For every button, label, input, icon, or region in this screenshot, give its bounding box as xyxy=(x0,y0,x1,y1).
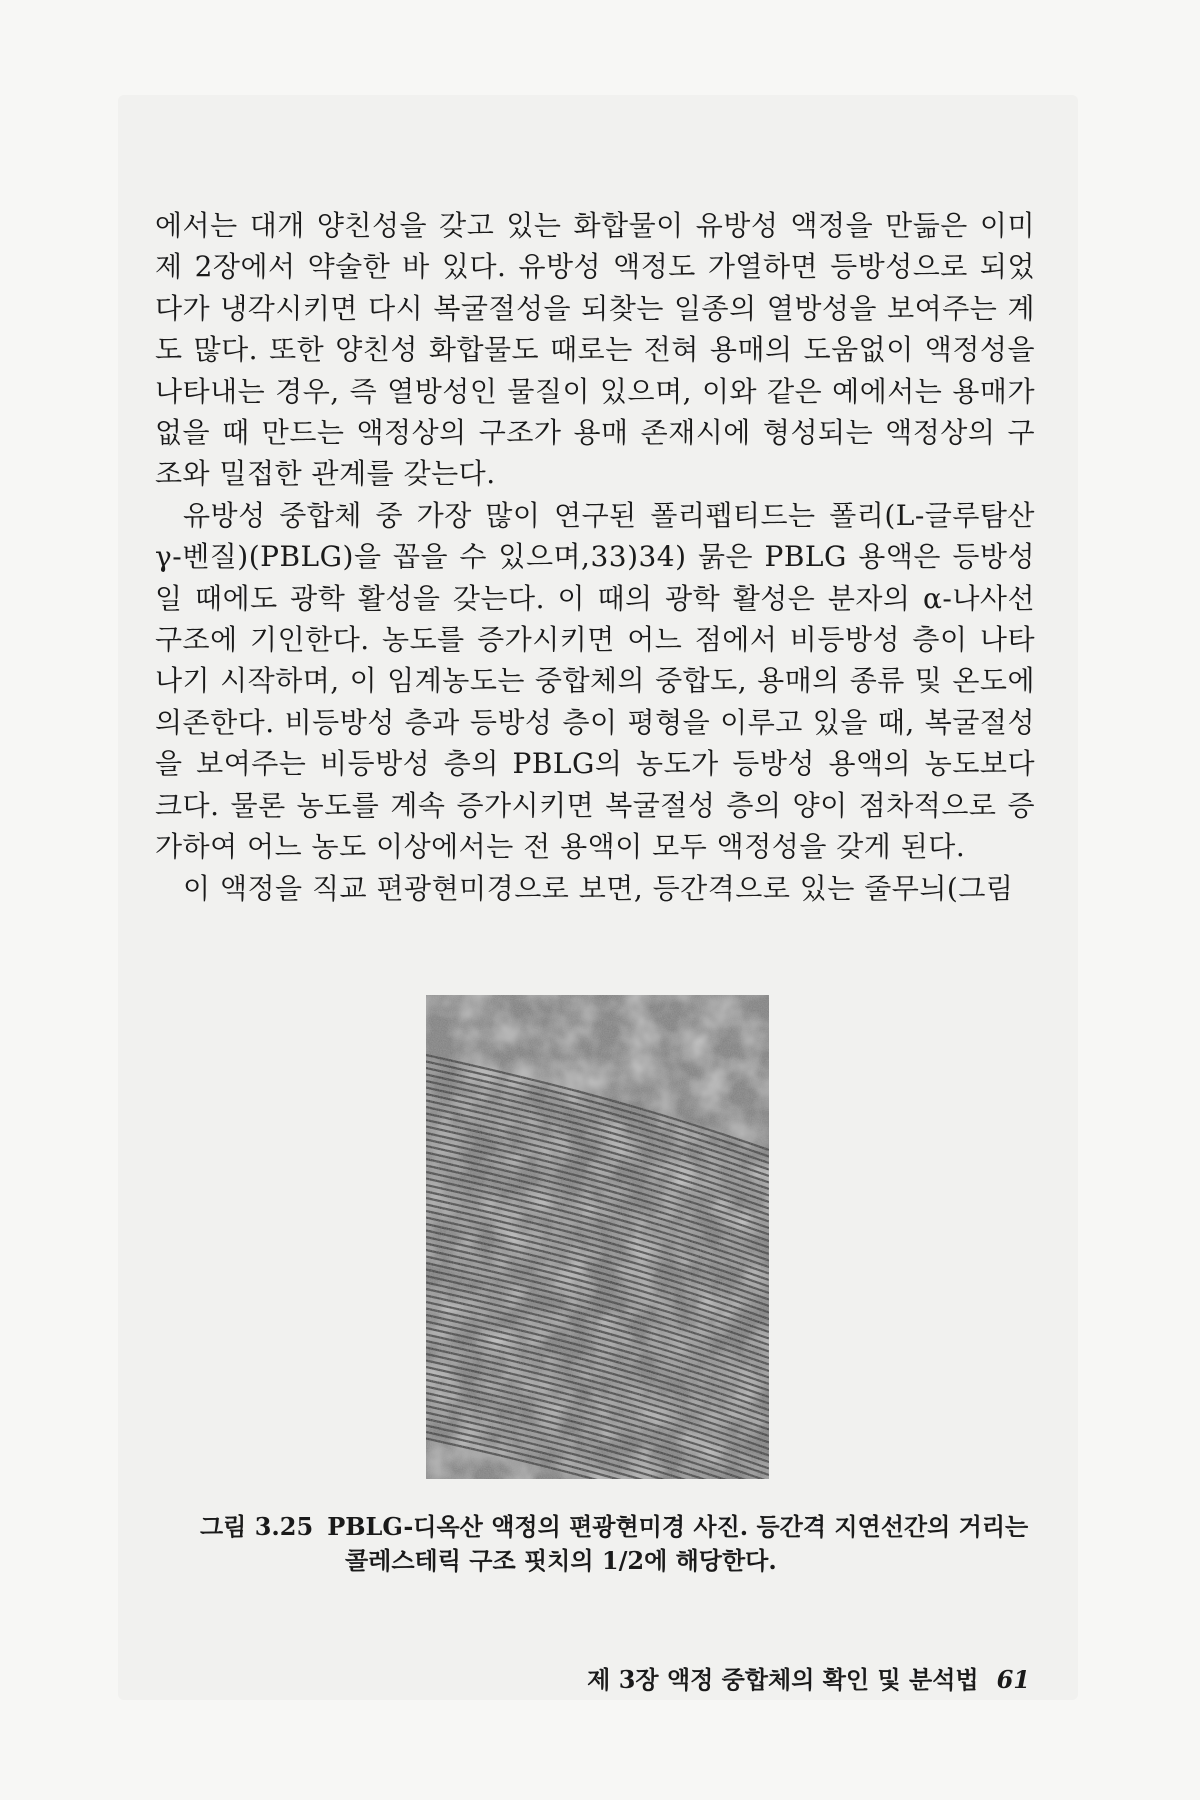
chapter-title: 제 3장 액정 중합체의 확인 및 분석법 xyxy=(587,1665,979,1694)
micrograph-figure xyxy=(426,995,769,1479)
caption-line-2: 콜레스테릭 구조 핏치의 1/2에 해당한다. xyxy=(345,1546,777,1575)
caption-line-1: PBLG-디옥산 액정의 편광현미경 사진. 등간격 지연선간의 거리는 xyxy=(327,1512,1029,1541)
paragraph-1: 에서는 대개 양친성을 갖고 있는 화합물이 유방성 액정을 만듦은 이미 제 2장에서 약술한 바 있다. 유방성 액정도 가열하면 등방성으로 되었다가 냉각시키면 다시 복굴절성을 되찾는 일종의 열방성을 보여주는 계도 많다. 또한 양친성 화합물도 때로는 전혀 용매의 도움없이 액정성을 나타내는 경우, 즉 열방성인 물질이 있으며, 이와 같은 예에서는 용매가 없을 때 만드는 액정상의 구조가 용매 존재시에 형성되는 액정상의 구조와 밀접한 관계를 갖는다. xyxy=(155,209,1035,491)
paragraph-3: 이 액정을 직교 편광현미경으로 보면, 등간격으로 있는 줄무늬(그림 xyxy=(183,871,1014,905)
figure-caption xyxy=(200,1510,1040,1578)
polarized-micrograph-image xyxy=(426,995,769,1479)
figure-label: 그림 3.25 xyxy=(200,1512,314,1541)
page-number: 61 xyxy=(996,1665,1030,1694)
body-text xyxy=(155,205,1035,909)
paragraph-2: 유방성 중합체 중 가장 많이 연구된 폴리펩티드는 폴리(L-글루탐산 γ-벤질)(PBLG)을 꼽을 수 있으며,33)34) 묽은 PBLG 용액은 등방성일 때에도 광학 활성을 갖는다. 이 때의 광학 활성은 분자의 α-나사선 구조에 기인한다. 농도를 증가시키면 어느 점에서 비등방성 층이 나타나기 시작하며, 이 임계농도는 중합체의 중합도, 용매의 종류 및 온도에 의존한다. 비등방성 층과 등방성 층이 평형을 이루고 있을 때, 복굴절성을 보여주는 비등방성 층의 PBLG의 농도가 등방성 용액의 농도보다 크다. 물론 농도를 계속 증가시키면 복굴절성 층의 양이 점차적으로 증가하여 어느 농도 이상에서는 전 용액이 모두 액정성을 갖게 된다. xyxy=(155,498,1035,864)
running-footer xyxy=(587,1660,1030,1695)
